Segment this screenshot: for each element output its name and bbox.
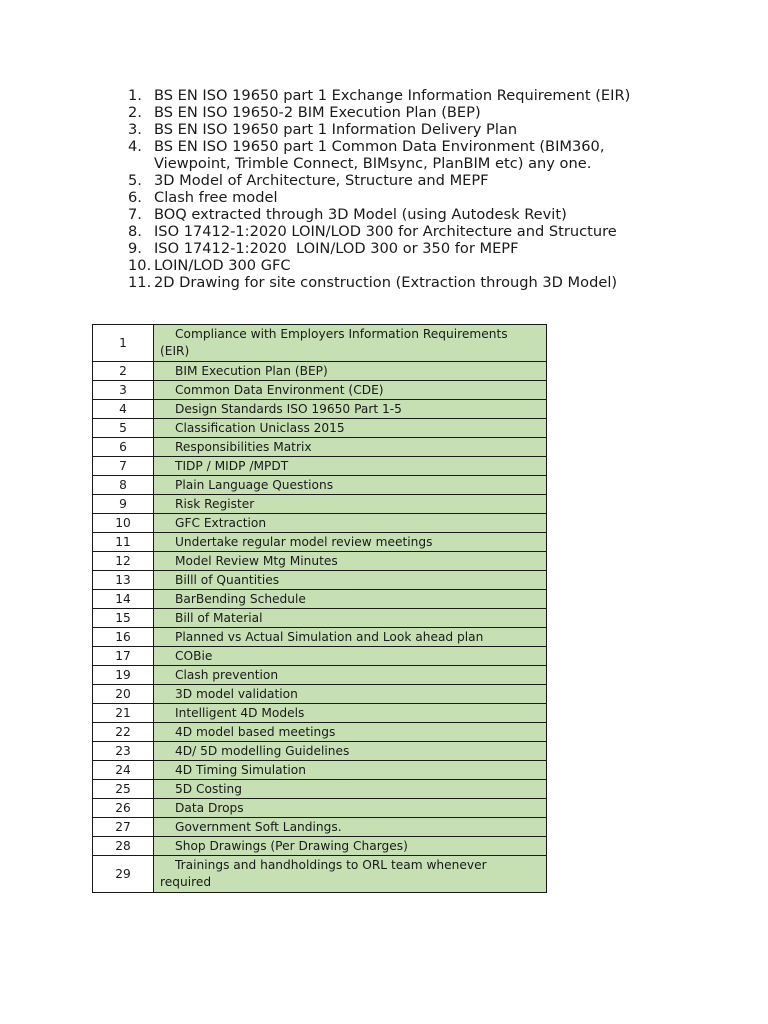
table-row [93, 856, 547, 893]
list-item-text: LOIN/LOD 300 GFC [154, 257, 291, 274]
list-item-text: Clash free model [154, 189, 278, 206]
row-number: 27 [93, 818, 154, 837]
list-item [128, 138, 748, 172]
row-number: 10 [93, 514, 154, 533]
table-row [93, 837, 547, 856]
row-number: 23 [93, 742, 154, 761]
row-number: 25 [93, 780, 154, 799]
row-description: Intelligent 4D Models [154, 704, 547, 723]
row-description: COBie [154, 647, 547, 666]
row-number: 8 [93, 476, 154, 495]
row-description: Clash prevention [154, 666, 547, 685]
row-number: 14 [93, 590, 154, 609]
row-number: 16 [93, 628, 154, 647]
table-row [93, 457, 547, 476]
row-number: 29 [93, 856, 154, 893]
row-description: Compliance with Employers Information Requirements (EIR) [154, 325, 547, 362]
list-item-text: 3D Model of Architecture, Structure and MEPF [154, 172, 489, 189]
table-row [93, 590, 547, 609]
list-item [128, 189, 748, 206]
list-item [128, 274, 748, 291]
list-item-number: 4. [128, 138, 142, 155]
list-item-text: ISO 17412-1:2020 LOIN/LOD 300 or 350 for MEPF [154, 240, 519, 257]
list-item-number: 2. [128, 104, 142, 121]
table-row [93, 818, 547, 837]
table-row [93, 761, 547, 780]
row-number: 11 [93, 533, 154, 552]
row-description: Model Review Mtg Minutes [154, 552, 547, 571]
row-description: 4D model based meetings [154, 723, 547, 742]
list-item-text: BS EN ISO 19650 part 1 Information Delivery Plan [154, 121, 518, 138]
list-item-number: 7. [128, 206, 142, 223]
row-number: 19 [93, 666, 154, 685]
row-number: 6 [93, 438, 154, 457]
row-description: Planned vs Actual Simulation and Look ahead plan [154, 628, 547, 647]
list-item-text: BS EN ISO 19650 part 1 Common Data Environment (BIM360, Viewpoint, Trimble Connect, BIMsync, PlanBIM etc) any one. [154, 138, 605, 172]
table-row [93, 325, 547, 362]
row-description: TIDP / MIDP /MPDT [154, 457, 547, 476]
row-number: 7 [93, 457, 154, 476]
table-row [93, 685, 547, 704]
row-description: Billl of Quantities [154, 571, 547, 590]
list-item-number: 5. [128, 172, 142, 189]
row-description: BIM Execution Plan (BEP) [154, 362, 547, 381]
deliverables-table [92, 324, 547, 893]
list-item-text: BOQ extracted through 3D Model (using Autodesk Revit) [154, 206, 567, 223]
row-description: Design Standards ISO 19650 Part 1-5 [154, 400, 547, 419]
list-item-text: BS EN ISO 19650-2 BIM Execution Plan (BEP) [154, 104, 481, 121]
row-description: Undertake regular model review meetings [154, 533, 547, 552]
row-description: Government Soft Landings. [154, 818, 547, 837]
table-row [93, 704, 547, 723]
list-item [128, 172, 748, 189]
requirements-list [128, 87, 748, 291]
row-description: GFC Extraction [154, 514, 547, 533]
list-item-number: 6. [128, 189, 142, 206]
table-row [93, 476, 547, 495]
table-row [93, 780, 547, 799]
row-number: 5 [93, 419, 154, 438]
table-row [93, 514, 547, 533]
row-number: 3 [93, 381, 154, 400]
list-item-text: BS EN ISO 19650 part 1 Exchange Information Requirement (EIR) [154, 87, 631, 104]
list-item-number: 3. [128, 121, 142, 138]
row-number: 2 [93, 362, 154, 381]
table-row [93, 552, 547, 571]
row-number: 1 [93, 325, 154, 362]
table-row [93, 400, 547, 419]
row-number: 15 [93, 609, 154, 628]
row-number: 26 [93, 799, 154, 818]
table-row [93, 666, 547, 685]
row-number: 21 [93, 704, 154, 723]
table-row [93, 419, 547, 438]
table-row [93, 362, 547, 381]
row-number: 12 [93, 552, 154, 571]
row-description: Responsibilities Matrix [154, 438, 547, 457]
row-description: Plain Language Questions [154, 476, 547, 495]
table-row [93, 742, 547, 761]
row-description: Common Data Environment (CDE) [154, 381, 547, 400]
row-number: 28 [93, 837, 154, 856]
row-number: 22 [93, 723, 154, 742]
list-item [128, 87, 748, 104]
row-description: 4D/ 5D modelling Guidelines [154, 742, 547, 761]
table-row [93, 495, 547, 514]
row-number: 24 [93, 761, 154, 780]
table-row [93, 571, 547, 590]
table-row [93, 647, 547, 666]
row-description: Bill of Material [154, 609, 547, 628]
list-item [128, 206, 748, 223]
list-item-text: ISO 17412-1:2020 LOIN/LOD 300 for Architecture and Structure [154, 223, 617, 240]
row-description: BarBending Schedule [154, 590, 547, 609]
table-row [93, 609, 547, 628]
list-item [128, 257, 748, 274]
list-item-text: 2D Drawing for site construction (Extraction through 3D Model) [154, 274, 618, 291]
row-description: Trainings and handholdings to ORL team whenever required [154, 856, 547, 893]
row-description: Risk Register [154, 495, 547, 514]
list-item [128, 104, 748, 121]
row-number: 9 [93, 495, 154, 514]
list-item [128, 223, 748, 240]
row-description: 3D model validation [154, 685, 547, 704]
row-number: 4 [93, 400, 154, 419]
list-item-number: 10. [128, 257, 152, 274]
list-item-number: 11. [128, 274, 152, 291]
table-row [93, 628, 547, 647]
table-row [93, 438, 547, 457]
row-number: 17 [93, 647, 154, 666]
table-row [93, 533, 547, 552]
row-description: 5D Costing [154, 780, 547, 799]
table-row [93, 799, 547, 818]
list-item-number: 8. [128, 223, 142, 240]
list-item [128, 240, 748, 257]
row-description: 4D Timing Simulation [154, 761, 547, 780]
row-description: Data Drops [154, 799, 547, 818]
row-number: 20 [93, 685, 154, 704]
table-row [93, 381, 547, 400]
row-description: Shop Drawings (Per Drawing Charges) [154, 837, 547, 856]
row-description: Classification Uniclass 2015 [154, 419, 547, 438]
list-item [128, 121, 748, 138]
row-number: 13 [93, 571, 154, 590]
list-item-number: 1. [128, 87, 142, 104]
table-row [93, 723, 547, 742]
list-item-number: 9. [128, 240, 142, 257]
